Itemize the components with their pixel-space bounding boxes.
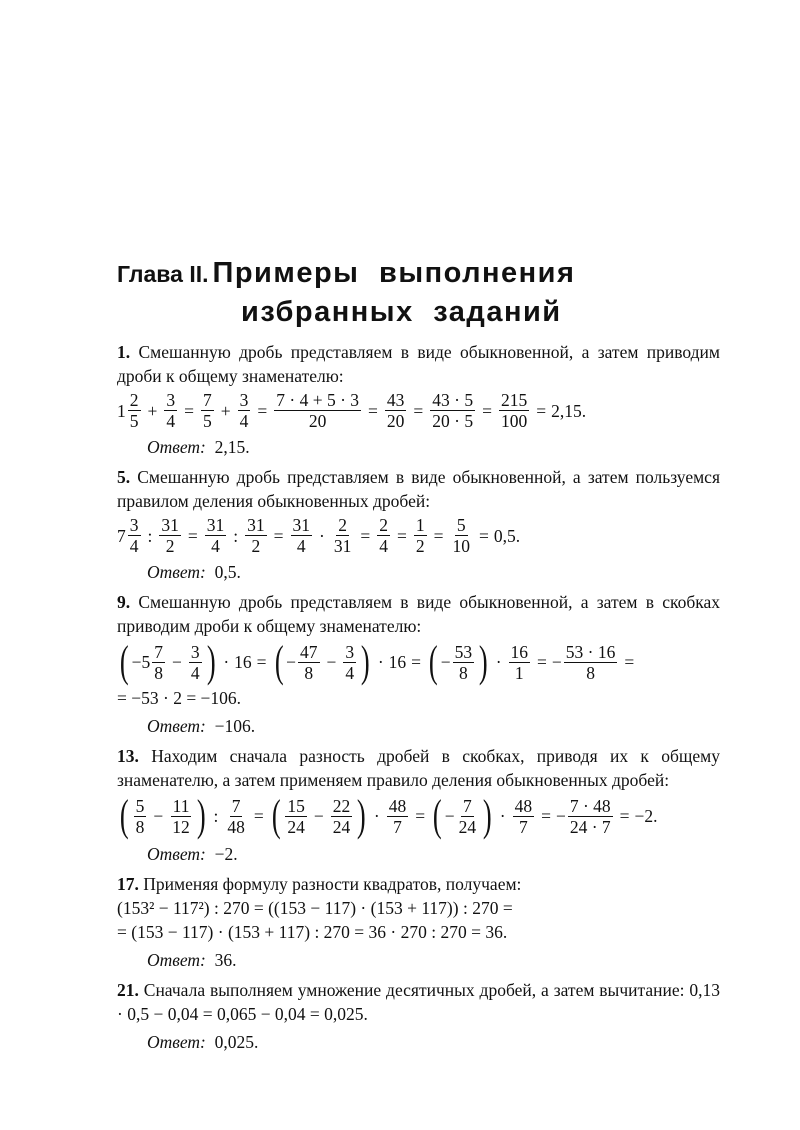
problem-17-line2: = (153 − 117) · (153 + 117) : 270 = 36 · 270 : 270 = 36. [117,922,508,942]
chapter-title [117,256,717,329]
problem-1-text: 1. Смешанную дробь представляем в виде обыкновенной, а затем приводим дроби к общему знаменателю: [117,342,720,386]
problem-9-text: 9. Смешанную дробь представляем в виде обыкновенной, а затем в скобках приводим дроби к общему знаменателю: [117,592,721,636]
chapter-title-line2: избранных заданий [241,296,562,328]
problem-5-text: 5. Смешанную дробь представляем в виде обыкновенной, а затем пользуемся правилом деления обыкновенных дробей: [117,467,720,511]
chapter-title-line1: Примеры выполнения [212,257,576,289]
problem-13-formula: ( $\frac{5}{8}$ − $\frac{11}{12}$ ) : $\frac{7}{48}$ = ( $\frac{15}{24}$ − $\frac{22}{24}$ ) · $\frac{48}{7}$ = ( − $\frac{7}{24}$ ) · $\frac{48}{7}$ = − $\frac{7 \cdot 48}{24 \cdot 7}$ = −2. [119,791,658,840]
problem-17-text: 17. Применяя формулу разности квадратов, получаем: [117,874,522,894]
problem-9-answer: Ответ: −106. [147,716,256,736]
problem-21-answer: Ответ: 0,025. [147,1032,259,1052]
problem-9-formula: ( −5 $\frac{7}{8}$ − $\frac{3}{4}$ ) · 16 = ( − $\frac{47}{8}$ − $\frac{3}{4}$ ) · 16 = ( − $\frac{53}{8}$ ) · $\frac{16}{1}$ = − $\frac{53 \cdot 16}{8}$ = [119,637,635,686]
chapter-prefix: Глава II. [117,261,209,287]
problem-21-text: 21. Сначала выполняем умножение десятичных дробей, а затем вычитание: 0,13 · 0,5 − 0,04 = 0,065 − 0,04 = 0,025. [117,980,720,1024]
problem-13-answer: Ответ: −2. [147,844,238,864]
problem-5-formula: 7 $\frac{3}{4}$ : $\frac{31}{2}$ = $\frac{31}{4}$ : $\frac{31}{2}$ = $\frac{31}{4}$ · $\frac{2}{31}$ = $\frac{2}{4}$ = $\frac{1}{2}$ = $\frac{5}{10}$ = 0,5. [117,515,521,556]
content [117,340,720,1060]
problem-17-answer: Ответ: 36. [147,950,237,970]
problem-1-answer: Ответ: 2,15. [147,437,250,457]
problem-5-answer: Ответ: 0,5. [147,562,241,582]
problem-17-line1: (153² − 117²) : 270 = ((153 − 117) · (153 + 117)) : 270 = [117,898,513,918]
problem-1-formula: 1 $\frac{2}{5}$ + $\frac{3}{4}$ = $\frac{7}{5}$ + $\frac{3}{4}$ = $\frac{7 \cdot 4 + 5 \cdot 3}{20}$ = $\frac{43}{20}$ = $\frac{43 \cdot 5}{20 \cdot 5}$ = $\frac{215}{100}$ = 2,15. [117,390,587,431]
problem-9-formula-cont: = −53 · 2 = −106. [117,688,242,708]
problem-13-text: 13. Находим сначала разность дробей в скобках, приводя их к общему знаменателю, а затем применяем правило деления обыкновенных дробей: [117,746,720,790]
problem-number: 1. [117,342,131,362]
